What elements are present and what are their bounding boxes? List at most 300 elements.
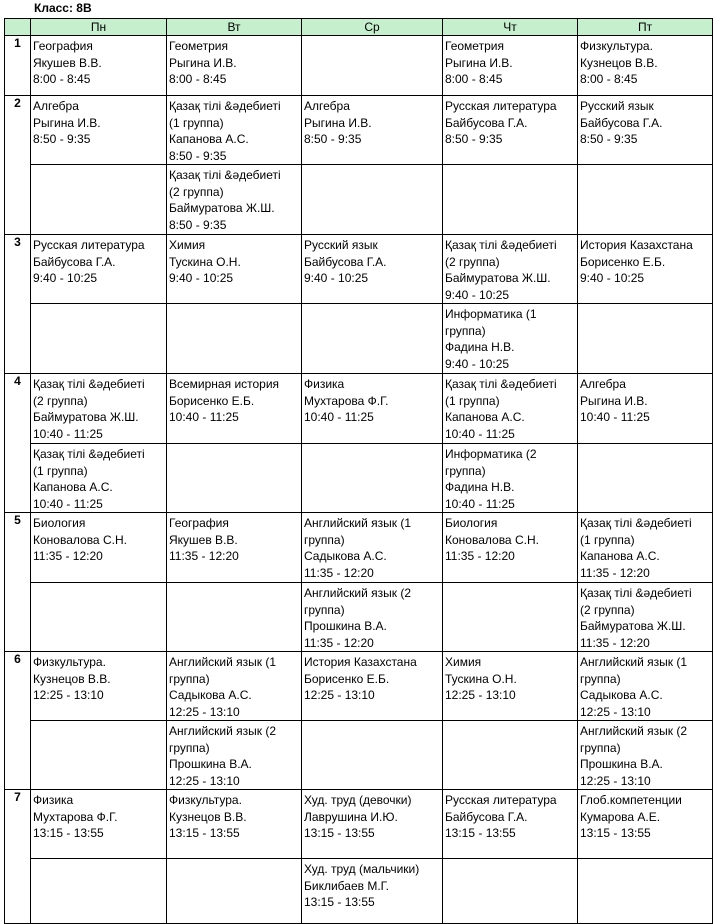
lesson-cell [167, 513, 302, 583]
lesson-teacher: Рыгина И.В. [580, 393, 648, 408]
lesson-cell [443, 96, 578, 165]
lesson-group: группа) [580, 740, 621, 755]
lesson-teacher: Байбусова Г.А. [580, 115, 663, 130]
empty-cell [302, 721, 443, 790]
lesson-cell [302, 235, 443, 304]
lesson-group: (2 группа) [580, 602, 635, 617]
lesson-teacher: Лаврушина И.Ю. [304, 809, 398, 824]
lesson-subject: Биология [445, 516, 498, 530]
lesson-time: 13:15 - 13:55 [445, 826, 516, 840]
lesson-subject: Русский язык [580, 99, 654, 113]
period-row [5, 513, 713, 583]
period-row [5, 721, 713, 790]
lesson-time: 10:40 - 11:25 [33, 496, 103, 511]
lesson-content [578, 374, 712, 443]
lesson-time: 8:00 - 8:45 [445, 72, 503, 86]
lesson-time: 11:35 - 12:20 [304, 565, 374, 580]
lesson-time: 13:15 - 13:55 [580, 826, 651, 840]
class-title: Класс: 8В [34, 1, 92, 15]
lesson-cell [443, 652, 578, 721]
lesson-time: 10:40 - 11:25 [304, 410, 374, 424]
lesson-content [167, 513, 301, 582]
lesson-time: 10:40 - 11:25 [445, 496, 515, 511]
lesson-cell [302, 790, 443, 859]
lesson-subject: География [169, 516, 229, 530]
lesson-subject: Всемирная история [169, 377, 280, 391]
lesson-content [578, 859, 712, 923]
lesson-teacher: Коновалова С.Н. [33, 532, 127, 547]
lesson-content [302, 790, 442, 858]
lesson-group: группа) [580, 671, 621, 686]
lesson-cell [167, 36, 302, 96]
lesson-teacher: Садыкова А.С. [169, 688, 252, 702]
empty-cell [443, 721, 578, 790]
lesson-subject: Информатика (2 [445, 447, 537, 461]
lesson-teacher: Борисенко Е.Б. [304, 671, 390, 686]
lesson-cell [578, 721, 713, 790]
lesson-cell [578, 583, 713, 652]
lesson-group: (1 группа) [580, 532, 635, 547]
lesson-subject: География [33, 39, 93, 53]
lesson-teacher: Рыгина И.В. [304, 115, 372, 130]
lesson-content [578, 235, 712, 303]
lesson-content [578, 652, 712, 720]
lesson-teacher: Биклибаев М.Г. [304, 878, 390, 893]
empty-cell [31, 859, 167, 924]
lesson-content [167, 374, 301, 443]
lesson-subject: История Казахстана [580, 238, 693, 252]
period-row [5, 444, 713, 513]
lesson-subject: Английский язык (1 [580, 655, 688, 669]
lesson-subject: Физкультура. [169, 793, 242, 807]
lesson-content [443, 235, 577, 303]
lesson-group: группа) [445, 463, 486, 478]
lesson-content [302, 444, 442, 512]
lesson-teacher: Байбусова Г.А. [33, 254, 116, 269]
lesson-teacher: Фадина Н.В. [445, 340, 515, 354]
lesson-teacher: Мухтарова Ф.Г. [304, 393, 389, 408]
lesson-teacher: Баймуратова Ж.Ш. [169, 201, 275, 215]
lesson-teacher: Кумарова А.Е. [580, 809, 661, 824]
lesson-cell [167, 374, 302, 444]
lesson-time: 12:25 - 13:10 [580, 704, 651, 719]
lesson-content [167, 235, 301, 303]
lesson-time: 13:15 - 13:55 [304, 826, 375, 840]
lesson-content [31, 36, 166, 95]
lesson-subject: История Казахстана [304, 655, 417, 669]
period-number: 1 [5, 36, 31, 96]
lesson-content [167, 583, 301, 651]
lesson-cell [167, 721, 302, 790]
period-row [5, 583, 713, 652]
lesson-content [167, 859, 301, 923]
lesson-content [443, 790, 577, 858]
lesson-subject: Геометрия [445, 39, 504, 53]
lesson-time: 10:40 - 11:25 [445, 426, 515, 441]
lesson-content [578, 96, 712, 164]
lesson-content [302, 165, 442, 234]
empty-cell [578, 859, 713, 924]
empty-cell [167, 444, 302, 513]
lesson-cell [578, 652, 713, 721]
lesson-cell [31, 374, 167, 444]
lesson-content [302, 304, 442, 373]
lesson-subject: Худ. труд (мальчики) [304, 862, 420, 876]
lesson-cell [167, 165, 302, 235]
lesson-content [167, 790, 301, 858]
empty-cell [31, 304, 167, 374]
lesson-content [302, 513, 442, 582]
lesson-group: (1 группа) [445, 393, 500, 408]
lesson-teacher: Фадина Н.В. [445, 480, 515, 494]
empty-cell [31, 721, 167, 790]
lesson-content [443, 165, 577, 234]
lesson-content [31, 859, 166, 923]
lesson-time: 10:40 - 11:25 [169, 410, 239, 424]
lesson-time: 8:50 - 9:35 [169, 148, 227, 163]
lesson-teacher: Баймуратова Ж.Ш. [580, 619, 686, 633]
lesson-subject: Қазақ тілі &әдебиеті [445, 238, 557, 252]
lesson-time: 9:40 - 10:25 [445, 356, 510, 371]
lesson-content [167, 721, 301, 789]
lesson-content [443, 583, 577, 651]
lesson-content [302, 583, 442, 651]
lesson-cell [167, 652, 302, 721]
lesson-content [31, 721, 166, 789]
lesson-time: 8:50 - 9:35 [445, 132, 503, 146]
lesson-content [443, 513, 577, 582]
lesson-time: 10:40 - 11:25 [580, 410, 650, 424]
lesson-subject: Английский язык (2 [304, 586, 412, 600]
lesson-subject: Английский язык (2 [580, 724, 688, 738]
day-header: Пн [31, 19, 167, 36]
lesson-group: группа) [304, 532, 345, 547]
lesson-content [167, 36, 301, 95]
lesson-cell [443, 304, 578, 374]
lesson-teacher: Капанова А.С. [33, 480, 113, 494]
empty-cell [31, 165, 167, 235]
lesson-teacher: Рыгина И.В. [169, 55, 237, 70]
lesson-content [578, 790, 712, 858]
lesson-time: 12:25 - 13:10 [304, 688, 375, 702]
lesson-content [31, 513, 166, 582]
lesson-subject: Худ. труд (девочки) [304, 793, 412, 807]
lesson-cell [31, 513, 167, 583]
lesson-time: 13:15 - 13:55 [33, 826, 104, 840]
lesson-subject: Химия [445, 655, 482, 669]
lesson-subject: Қазақ тілі &әдебиеті [33, 447, 145, 461]
lesson-subject: Геометрия [169, 39, 228, 53]
period-row [5, 790, 713, 859]
lesson-time: 8:00 - 8:45 [169, 72, 227, 86]
lesson-subject: Информатика (1 [445, 307, 537, 321]
lesson-content [167, 165, 301, 234]
lesson-cell [302, 583, 443, 652]
period-row [5, 859, 713, 924]
lesson-subject: Физкультура. [33, 655, 106, 669]
corner-cell [5, 19, 31, 36]
lesson-content [31, 583, 166, 651]
period-number: 7 [5, 790, 31, 924]
lesson-content [31, 235, 166, 303]
lesson-teacher: Рыгина И.В. [33, 115, 101, 130]
period-row [5, 165, 713, 235]
lesson-teacher: Прошкина В.А. [304, 619, 387, 633]
empty-cell [302, 304, 443, 374]
lesson-subject: Физика [304, 377, 345, 391]
lesson-time: 11:35 - 12:20 [580, 565, 650, 580]
lesson-time: 9:40 - 10:25 [33, 271, 98, 285]
lesson-time: 8:00 - 8:45 [33, 72, 91, 86]
period-row [5, 304, 713, 374]
empty-cell [443, 859, 578, 924]
lesson-subject: Физкультура. [580, 39, 653, 53]
lesson-content [302, 374, 442, 443]
empty-cell [167, 583, 302, 652]
empty-cell [443, 583, 578, 652]
lesson-teacher: Кузнецов В.В. [169, 809, 247, 824]
lesson-teacher: Якушев В.В. [33, 55, 102, 70]
lesson-cell [302, 652, 443, 721]
empty-cell [578, 444, 713, 513]
lesson-subject: Қазақ тілі &әдебиеті [33, 377, 145, 391]
lesson-time: 11:35 - 12:20 [445, 549, 515, 563]
lesson-content [578, 165, 712, 234]
lesson-time: 11:35 - 12:20 [304, 635, 374, 650]
lesson-subject: Русская литература [33, 238, 145, 252]
period-number: 6 [5, 652, 31, 790]
lesson-content [443, 96, 577, 164]
lesson-subject: Русская литература [445, 793, 557, 807]
period-row [5, 96, 713, 165]
lesson-subject: Алгебра [33, 99, 79, 113]
empty-cell [167, 304, 302, 374]
lesson-subject: Алгебра [580, 377, 626, 391]
lesson-time: 13:15 - 13:55 [169, 826, 240, 840]
period-number: 5 [5, 513, 31, 652]
lesson-cell [167, 235, 302, 304]
lesson-subject: Алгебра [304, 99, 350, 113]
lesson-time: 12:25 - 13:10 [169, 704, 240, 719]
lesson-cell [31, 790, 167, 859]
lesson-content [31, 304, 166, 373]
empty-cell [31, 583, 167, 652]
lesson-cell [31, 36, 167, 96]
day-header: Чт [443, 19, 578, 36]
empty-cell [167, 859, 302, 924]
lesson-time: 12:25 - 13:10 [580, 773, 651, 788]
lesson-cell [443, 513, 578, 583]
lesson-cell [578, 790, 713, 859]
lesson-content [443, 304, 577, 373]
lesson-content [167, 652, 301, 720]
lesson-time: 10:40 - 11:25 [33, 426, 103, 441]
lesson-content [443, 721, 577, 789]
lesson-cell [31, 652, 167, 721]
lesson-content [302, 235, 442, 303]
empty-cell [302, 36, 443, 96]
lesson-time: 9:40 - 10:25 [304, 271, 369, 285]
lesson-group: группа) [445, 323, 486, 338]
lesson-content [443, 374, 577, 443]
lesson-time: 8:50 - 9:35 [304, 132, 362, 146]
lesson-cell [31, 444, 167, 513]
lesson-group: группа) [304, 602, 345, 617]
lesson-content [578, 583, 712, 651]
lesson-content [302, 96, 442, 164]
lesson-subject: Қазақ тілі &әдебиеті [580, 516, 692, 530]
empty-cell [443, 165, 578, 235]
lesson-group: (1 группа) [169, 115, 224, 130]
lesson-group: (2 группа) [445, 254, 500, 269]
lesson-content [578, 304, 712, 373]
period-row [5, 235, 713, 304]
lesson-subject: Физика [33, 793, 74, 807]
lesson-teacher: Мухтарова Ф.Г. [33, 809, 118, 824]
lesson-teacher: Байбусова Г.А. [445, 115, 528, 130]
lesson-cell [578, 96, 713, 165]
lesson-cell [443, 444, 578, 513]
lesson-teacher: Капанова А.С. [580, 549, 660, 563]
lesson-cell [578, 374, 713, 444]
lesson-cell [167, 96, 302, 165]
lesson-teacher: Прошкина В.А. [580, 757, 663, 771]
day-header: Вт [167, 19, 302, 36]
lesson-time: 11:35 - 12:20 [580, 635, 650, 650]
lesson-content [578, 513, 712, 582]
empty-cell [302, 444, 443, 513]
lesson-time: 9:40 - 10:25 [445, 287, 510, 302]
lesson-subject: Русский язык [304, 238, 378, 252]
lesson-content [302, 859, 442, 923]
period-number: 3 [5, 235, 31, 374]
lesson-time: 11:35 - 12:20 [169, 549, 239, 563]
period-number: 2 [5, 96, 31, 235]
lesson-time: 13:15 - 13:55 [304, 895, 375, 909]
lesson-content [578, 444, 712, 512]
lesson-cell [302, 96, 443, 165]
lesson-time: 8:50 - 9:35 [33, 132, 91, 146]
lesson-subject: Английский язык (1 [304, 516, 412, 530]
lesson-content [167, 304, 301, 373]
lesson-subject: Қазақ тілі &әдебиеті [169, 168, 281, 182]
period-row [5, 374, 713, 444]
lesson-group: (2 группа) [169, 184, 224, 199]
lesson-teacher: Байбусова Г.А. [445, 809, 528, 824]
lesson-subject: Химия [169, 238, 206, 252]
lesson-content [31, 96, 166, 164]
lesson-subject: Қазақ тілі &әдебиеті [580, 586, 692, 600]
lesson-subject: Биология [33, 516, 86, 530]
lesson-teacher: Рыгина И.В. [445, 55, 513, 70]
lesson-content [578, 36, 712, 95]
lesson-subject: Қазақ тілі &әдебиеті [169, 99, 281, 113]
lesson-content [167, 96, 301, 164]
empty-cell [302, 165, 443, 235]
lesson-teacher: Борисенко Е.Б. [169, 393, 255, 408]
lesson-content [31, 374, 166, 443]
lesson-subject: Русская литература [445, 99, 557, 113]
lesson-cell [578, 235, 713, 304]
day-header: Ср [302, 19, 443, 36]
lesson-teacher: Садыкова А.С. [580, 688, 663, 702]
lesson-subject: Қазақ тілі &әдебиеті [445, 377, 557, 391]
lesson-cell [443, 374, 578, 444]
lesson-cell [578, 36, 713, 96]
lesson-cell [443, 790, 578, 859]
lesson-content [578, 721, 712, 789]
lesson-time: 12:25 - 13:10 [33, 688, 104, 702]
lesson-cell [302, 859, 443, 924]
lesson-group: (1 группа) [33, 463, 88, 478]
lesson-subject: Глоб.компетенции [580, 793, 682, 807]
period-row [5, 36, 713, 96]
period-number: 4 [5, 374, 31, 513]
lesson-group: (2 группа) [33, 393, 88, 408]
lesson-teacher: Тускина О.Н. [445, 671, 517, 686]
lesson-content [443, 859, 577, 923]
lesson-cell [443, 36, 578, 96]
lesson-content [31, 444, 166, 512]
lesson-content [31, 652, 166, 720]
lesson-cell [31, 235, 167, 304]
lesson-group: группа) [169, 671, 210, 686]
lesson-teacher: Якушев В.В. [169, 532, 238, 547]
timetable [4, 18, 713, 924]
lesson-cell [31, 96, 167, 165]
lesson-cell [302, 513, 443, 583]
lesson-teacher: Садыкова А.С. [304, 549, 387, 563]
lesson-teacher: Коновалова С.Н. [445, 532, 539, 547]
lesson-content [31, 790, 166, 858]
empty-cell [578, 304, 713, 374]
lesson-teacher: Прошкина В.А. [169, 757, 252, 771]
lesson-teacher: Капанова А.С. [169, 132, 249, 146]
lesson-teacher: Баймуратова Ж.Ш. [445, 271, 551, 285]
lesson-content [302, 721, 442, 789]
lesson-time: 8:00 - 8:45 [580, 72, 638, 86]
lesson-teacher: Кузнецов В.В. [580, 55, 658, 70]
day-header: Пт [578, 19, 713, 36]
lesson-subject: Английский язык (1 [169, 655, 277, 669]
lesson-time: 9:40 - 10:25 [580, 271, 645, 285]
lesson-content [302, 652, 442, 720]
lesson-time: 8:50 - 9:35 [580, 132, 638, 146]
lesson-cell [167, 790, 302, 859]
lesson-time: 12:25 - 13:10 [445, 688, 516, 702]
lesson-cell [578, 513, 713, 583]
lesson-teacher: Баймуратова Ж.Ш. [33, 410, 139, 424]
lesson-content [167, 444, 301, 512]
lesson-subject: Английский язык (2 [169, 724, 277, 738]
period-row [5, 652, 713, 721]
lesson-content [302, 36, 442, 95]
lesson-time: 9:40 - 10:25 [169, 271, 234, 285]
lesson-teacher: Кузнецов В.В. [33, 671, 111, 686]
lesson-time: 8:50 - 9:35 [169, 217, 227, 232]
lesson-content [31, 165, 166, 234]
lesson-content [443, 36, 577, 95]
lesson-teacher: Байбусова Г.А. [304, 254, 387, 269]
day-header-row [5, 19, 713, 36]
empty-cell [578, 165, 713, 235]
lesson-time: 12:25 - 13:10 [169, 773, 240, 788]
lesson-content [443, 444, 577, 512]
lesson-time: 11:35 - 12:20 [33, 549, 103, 563]
timetable-body [5, 36, 713, 924]
lesson-group: группа) [169, 740, 210, 755]
lesson-cell [443, 235, 578, 304]
